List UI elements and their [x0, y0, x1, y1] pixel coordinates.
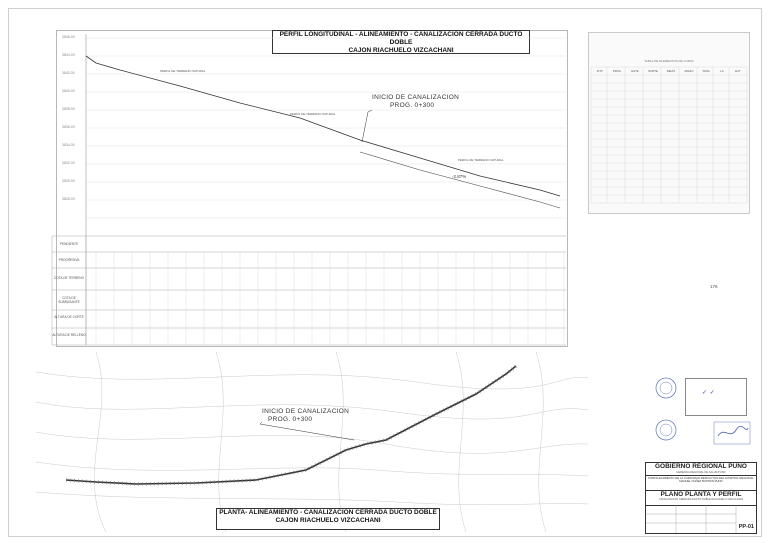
table-header-tang: TANG [702, 69, 710, 73]
approval-stamp [685, 378, 747, 416]
curve-elements-table [588, 32, 750, 214]
terrain-label-3: PERFIL DE TERRENO NATURAL [458, 158, 504, 162]
plan-title-line1: PLANTA- ALINEAMIENTO - CANALIZACION CERRADA DUCTO DOBLE [219, 509, 437, 516]
table-header-norte: NORTE [648, 69, 658, 73]
table-grid [589, 33, 749, 213]
elevation-tick-label: 3842.00 [62, 71, 75, 75]
title-block-grid [646, 505, 756, 533]
plan-callout [262, 408, 349, 424]
elevation-tick-label: 3846.00 [62, 35, 75, 39]
stamp-mark: ✓ ✓ [702, 390, 716, 396]
elevation-tick-label: 3844.00 [62, 53, 75, 57]
table-header-pi: PI N° [596, 69, 604, 73]
page-number: 176 [710, 284, 718, 289]
org-name: GOBIERNO REGIONAL PUNO [655, 463, 747, 470]
title-block-plano [646, 491, 756, 506]
sheet-number: PP-01 [738, 524, 754, 530]
table-header-este: ESTE [631, 69, 639, 73]
plan-panel [36, 352, 588, 532]
row-label-altura-relleno: ALTURA DE RELLENO [52, 333, 86, 337]
elevation-tick-label: 3834.00 [62, 143, 75, 147]
elevation-tick-label: 3836.00 [62, 125, 75, 129]
title-block [645, 462, 757, 534]
table-title: TABLA DE ELEMENTOS DE CURVA [644, 59, 694, 63]
row-label-pendiente: PENDIENTE [59, 242, 79, 246]
table-header-prog: PROG [612, 69, 622, 73]
plan-callout-line1: INICIO DE CANALIZACION [262, 408, 350, 415]
profile-title-line1: PERFIL LONGITUDINAL - ALINEAMIENTO - CANALIZACION CERRADA DUCTO DOBLE [279, 31, 523, 46]
elevation-tick-label: 3830.00 [62, 179, 75, 183]
table-header-ext: EXT [735, 69, 741, 73]
row-label-cota-terreno: COTA DE TERRENO [53, 276, 85, 280]
profile-callout-line2: PROG. 0+300 [390, 102, 435, 109]
row-label-progresiva: PROGRESIVA [58, 258, 80, 262]
terrain-label-2: PERFIL DE TERRENO NATURAL [290, 112, 336, 116]
table-header-radio: RADIO [684, 69, 694, 73]
row-label-altura-corte: ALTURA DE CORTE [54, 315, 84, 319]
elevation-tick-label: 3838.00 [62, 107, 75, 111]
elevation-tick-label: 3840.00 [62, 89, 75, 93]
seal-stamps [650, 372, 690, 462]
table-header-delta: DELTA [666, 69, 676, 73]
profile-title-line2: CAJON RIACHUELO VIZCACHANI [348, 47, 454, 54]
elevation-tick-label: 3828.00 [62, 197, 75, 201]
row-label-cota-subrasante: COTA DE SUBRASANTE [58, 296, 80, 304]
terrain-label: PERFIL DE TERRENO NATURAL [160, 69, 206, 73]
plan-callout-line2: PROG. 0+300 [268, 416, 313, 423]
slope-label: -2.87% [452, 174, 467, 179]
signature-mark [712, 420, 752, 446]
project-name: FORTALECIMIENTO DE LA CAPACIDAD RESOLUTIVA DEL HOSPITAL REGIONAL MANUEL NUÑEZ BUTRON PUNO [646, 475, 756, 491]
table-header-lc: LC [720, 69, 724, 73]
profile-callout-line1: INICIO DE CANALIZACION [372, 94, 460, 101]
plano-sub: CANALIZACION CERRADA DUCTO DOBLE RIACHUELO VIZCACHANI [658, 498, 744, 501]
plano-title: PLANO PLANTA Y PERFIL [660, 491, 742, 498]
plan-title-box [216, 508, 440, 530]
elevation-tick-label: 3832.00 [62, 161, 75, 165]
org-sub: GERENCIA REGIONAL DE SALUD PUNO [676, 471, 726, 474]
plan-title-line2: CAJON RIACHUELO VIZCACHANI [275, 517, 381, 524]
plan-drawing [36, 352, 588, 532]
profile-callout [372, 94, 459, 110]
